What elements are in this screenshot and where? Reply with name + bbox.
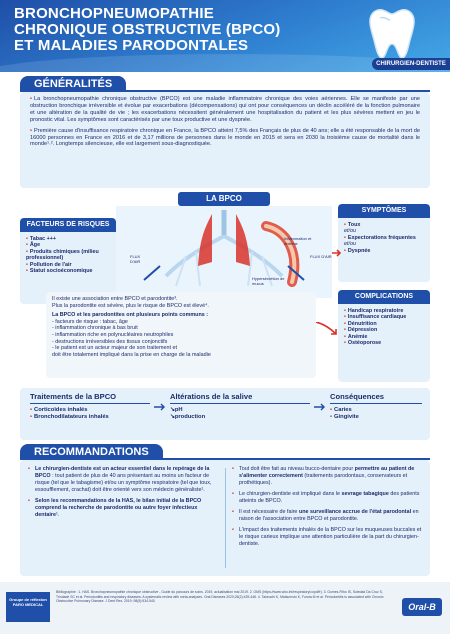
title-line-3: ET MALADIES PARODONTALES xyxy=(14,37,249,54)
oral-b-logo: Oral-B xyxy=(402,598,442,616)
symptomes-card xyxy=(338,204,430,282)
mucus-label: Hypersécrétion de mucus xyxy=(252,276,285,286)
association-box xyxy=(46,292,316,378)
symptomes-list xyxy=(338,218,430,258)
tooth-icon xyxy=(364,4,420,62)
title-line-2: CHRONIQUE OBSTRUCTIVE (BPCO) xyxy=(14,21,281,38)
list-item: • Anémie xyxy=(344,333,368,340)
reco-item: • Le chirurgien-dentiste est un acteur essentiel dans le repérage de la BPCO : tout patient de plus de 40 ans présentant au moins un facteur de risque (tel que le tabagisme) et/ou un symptôme respiratoire (tel que toux, essoufflement, crachat) doit être orienté vers son médecin généraliste¹. xyxy=(28,466,220,494)
list-item: • Dénutrition xyxy=(344,320,377,327)
recommandations-heading: RECOMMANDATIONS xyxy=(20,444,163,460)
association-point: - facteurs de risque : tabac, âge xyxy=(52,318,128,325)
header-banner xyxy=(0,0,450,72)
complications-card xyxy=(338,290,430,382)
diagram-title: LA BPCO xyxy=(178,192,270,206)
association-point: - destructions irréversibles des tissus conjonctifs xyxy=(52,338,168,345)
flux-air-label-left: FLUX D'AIR xyxy=(130,254,141,264)
list-item: • Dépression xyxy=(344,327,378,334)
arrow-right-icon xyxy=(314,402,326,412)
list-item: et/ou xyxy=(344,228,356,235)
list-item: • Pollution de l'air xyxy=(26,261,72,268)
association-heading: La BPCO et les parodontites ont plusieurs points communs : xyxy=(52,312,209,319)
list-item: • Produits chimiques (milieu professionnel) xyxy=(26,248,99,262)
reco-item: • L'impact des traitements inhalés de la BPCO sur les muqueuses buccales et le risque carieux implique une attention particulière de la part du chirurgien-dentiste. xyxy=(232,527,424,548)
list-item: • Toux xyxy=(344,222,361,228)
consequences-heading: Conséquences xyxy=(330,392,385,401)
treatments-row xyxy=(20,388,430,440)
reco-item: • Selon les recommandations de la HAS, le bilan initial de la BPCO comprend la recherche de parodontite ou autre foyer infectieux dentaire¹. xyxy=(28,498,220,519)
facteurs-risque-heading: FACTEURS DE RISQUES xyxy=(20,218,116,232)
reco-item: • Il est nécessaire de faire une surveillance accrue de l'état parodontal en raison de l'association entre BPCO et parodontite. xyxy=(232,509,424,523)
list-item: • Expectorations fréquentes xyxy=(344,234,416,241)
salive-rule xyxy=(170,403,310,404)
flux-air-label-right: FLUX D'AIR xyxy=(310,254,332,259)
generalites-heading: GÉNÉRALITÉS xyxy=(20,76,126,92)
list-item: • Gingivite xyxy=(330,414,359,420)
list-item: • Statut socioéconomique xyxy=(26,268,93,275)
consequences-column xyxy=(330,392,422,421)
chirurgien-dentiste-ribbon: CHIRURGIEN-DENTISTE xyxy=(372,58,450,70)
list-item: ↘pH xyxy=(170,407,183,413)
title-line-1: BRONCHOPNEUMOPATHIE xyxy=(14,5,214,22)
association-point: - le patient est un acteur majeur de son traitement et xyxy=(52,345,177,352)
reco-item: • Tout doit être fait au niveau bucco-dentaire pour permettre au patient de s'alimenter correctement (traitements parodontaux, conservateurs et prothétiques). xyxy=(232,466,424,487)
arrow-right-icon xyxy=(332,248,342,258)
arrow-right-icon xyxy=(154,402,166,412)
bpco-diagram xyxy=(20,192,430,382)
list-item: • Corticoïdes inhalés xyxy=(30,407,88,413)
facteurs-risque-list xyxy=(20,232,116,278)
traitements-column xyxy=(30,392,150,421)
list-item: • Bronchodilatateurs inhalés xyxy=(30,414,109,420)
association-point: - inflammation chronique à bas bruit xyxy=(52,325,138,332)
footer xyxy=(0,582,450,634)
list-item: • Insuffisance cardiaque xyxy=(344,314,407,321)
list-item: • Tabac +++ xyxy=(26,236,57,242)
complications-heading: COMPLICATIONS xyxy=(338,290,430,304)
recommandations-box xyxy=(20,460,430,576)
salive-heading: Altérations de la salive xyxy=(170,392,253,401)
list-item: ↘production xyxy=(170,414,206,420)
generalites-paragraph-2: • Première cause d'insuffisance respiratoire chronique en France, la BPCO atteint 7,5% des Français de plus de 40 ans; elle a été responsable de la mort de 16000 personnes en France en 2016 et de 3,17 millions de personnes dans le monde en 2015 et sera en 2030 la troisième cause de mortalité dans le monde¹˒². Longtemps silencieuse, elle est largement sous-diagnostiquée. xyxy=(30,127,420,148)
arrow-complications-icon xyxy=(316,322,338,336)
traitements-heading: Traitements de la BPCO xyxy=(30,392,117,401)
generalites-paragraph-1: • La bronchopneumopathie chronique obstructive (BPCO) est une maladie inflammatoire chronique des voies aériennes. Elle se manifeste par une obstruction bronchique irréversible et évolue par exacerbations (décompensations) qui ont pour conséquences un déclin accéléré de la fonction pulmonaire et une altération de la qualité de vie ; les exacerbations nécessitent généralement une hospitalisation du patient et les plus sévères mettent en jeu le pronostic vital. Les symptômes sont caractérisés par une toux productive et une dyspnée. xyxy=(30,96,420,123)
association-line-2: Plus la parodontite est sévère, plus le risque de BPCO est élevé⁴. xyxy=(52,302,209,309)
association-point: - inflammation riche en polynucléaires neutrophiles xyxy=(52,331,174,338)
inflammation-label: Inflammation et œdème xyxy=(284,236,312,246)
complications-list xyxy=(338,304,430,350)
list-item: • Dyspnée xyxy=(344,247,371,254)
paro-medical-logo: Groupe de réflexion PARO MEDICAL xyxy=(6,592,50,622)
list-item: • Âge xyxy=(26,242,41,249)
lungs-illustration xyxy=(116,206,332,298)
list-item: • Handicap respiratoire xyxy=(344,308,404,314)
bibliography: Bibliographie : 1. HAS. Bronchopneumopathie chronique obstructive - Guide du parcours de soins. 2019, actualisation mai 2019. 2. OMS (https://www.who.int/respiratory/copd/fr). 3. Gomes-Filho IS, Soledad Da Cruz S, Trindade SC et al. Periodontitis and respiratory diseases: A systematic review with meta-analyses. Oral Diseases 2020;26(2):439-446. 4. Takeuchi K, Matsumoto K, Furuta M et al. Periodontitis is associated with Chronic Obstructive Pulmonary Disease. J Dent Res. 2019; 98(5):534-540 xyxy=(56,590,384,604)
salive-column xyxy=(170,392,310,421)
list-item: • Ostéoporose xyxy=(344,340,382,347)
association-line-1: Il existe une association entre BPCO et parodontite³. xyxy=(52,296,178,302)
list-item: et/ou xyxy=(344,241,356,248)
page-title xyxy=(14,6,344,54)
recommandations-left-column xyxy=(28,466,220,523)
traitements-rule xyxy=(30,403,150,404)
reco-item: • Le chirurgien-dentiste est impliqué dans le sevrage tabagique des patients atteints de BPCO. xyxy=(232,491,424,505)
symptomes-heading: SYMPTÔMES xyxy=(338,204,430,218)
association-point: doit être totalement impliqué dans la prise en charge de la maladie xyxy=(52,351,211,358)
column-divider xyxy=(225,468,226,568)
consequences-rule xyxy=(330,403,422,404)
recommandations-right-column xyxy=(232,466,424,552)
generalites-box xyxy=(20,92,430,188)
list-item: • Caries xyxy=(330,407,352,413)
